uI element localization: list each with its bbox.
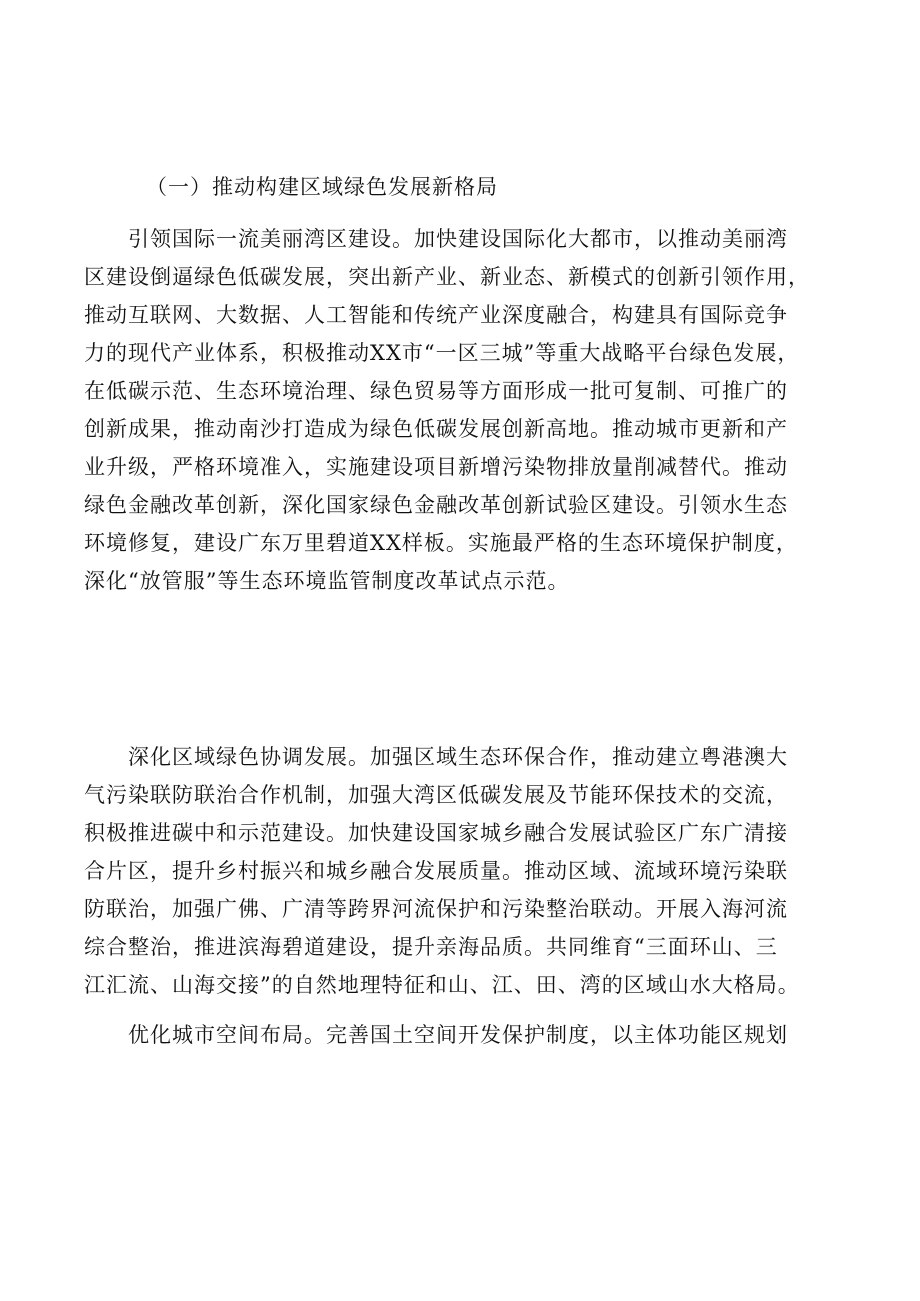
paragraph-line: 区建设倒逼绿色低碳发展，突出新产业、新业态、新模式的创新引领作用， [84, 265, 810, 289]
paragraph-line: 气污染联防联治合作机制，加强大湾区低碳发展及节能环保技术的交流， [84, 783, 788, 807]
paragraph-line: 积极推进碳中和示范建设。加快建设国家城乡融合发展试验区广东广清接 [84, 821, 788, 845]
paragraph-line: 推动互联网、大数据、人工智能和传统产业深度融合，构建具有国际竞争 [84, 303, 788, 327]
paragraph-1 [84, 220, 854, 600]
paragraph-line: 深化区域绿色协调发展。加强区域生态环保合作，推动建立粤港澳大 [128, 745, 788, 769]
paragraph-line: 力的现代产业体系，积极推动XX市“一区三城”等重大战略平台绿色发展， [84, 341, 800, 365]
paragraph-line: 创新成果，推动南沙打造成为绿色低碳发展创新高地。推动城市更新和产 [84, 417, 788, 441]
paragraph-line: 绿色金融改革创新，深化国家绿色金融改革创新试验区建设。引领水生态 [84, 493, 788, 517]
paragraph-line: 江汇流、山海交接”的自然地理特征和山、江、田、湾的区域山水大格局。 [84, 973, 800, 997]
paragraph-line: 防联治，加强广佛、广清等跨界河流保护和污染整治联动。开展入海河流 [84, 897, 788, 921]
paragraph-2 [84, 738, 854, 1004]
paragraph-line: 合片区，提升乡村振兴和城乡融合发展质量。推动区域、流域环境污染联 [84, 859, 788, 883]
paragraph-line: 环境修复，建设广东万里碧道XX样板。实施最严格的生态环境保护制度， [84, 531, 798, 555]
paragraph-line: 优化城市空间布局。完善国土空间开发保护制度，以主体功能区规划 [128, 1023, 788, 1047]
paragraph-line: 综合整治，推进滨海碧道建设，提升亲海品质。共同维育“三面环山、三 [84, 935, 778, 959]
paragraph-3 [84, 1016, 854, 1054]
paragraph-line: 引领国际一流美丽湾区建设。加快建设国际化大都市，以推动美丽湾 [128, 227, 788, 251]
section-heading: （一）推动构建区域绿色发展新格局 [146, 175, 498, 199]
paragraph-line: 在低碳示范、生态环境治理、绿色贸易等方面形成一批可复制、可推广的 [84, 379, 788, 403]
paragraph-line: 深化“放管服”等生态环境监管制度改革试点示范。 [84, 569, 570, 593]
paragraph-line: 业升级，严格环境准入，实施建设项目新增污染物排放量削减替代。推动 [84, 455, 788, 479]
